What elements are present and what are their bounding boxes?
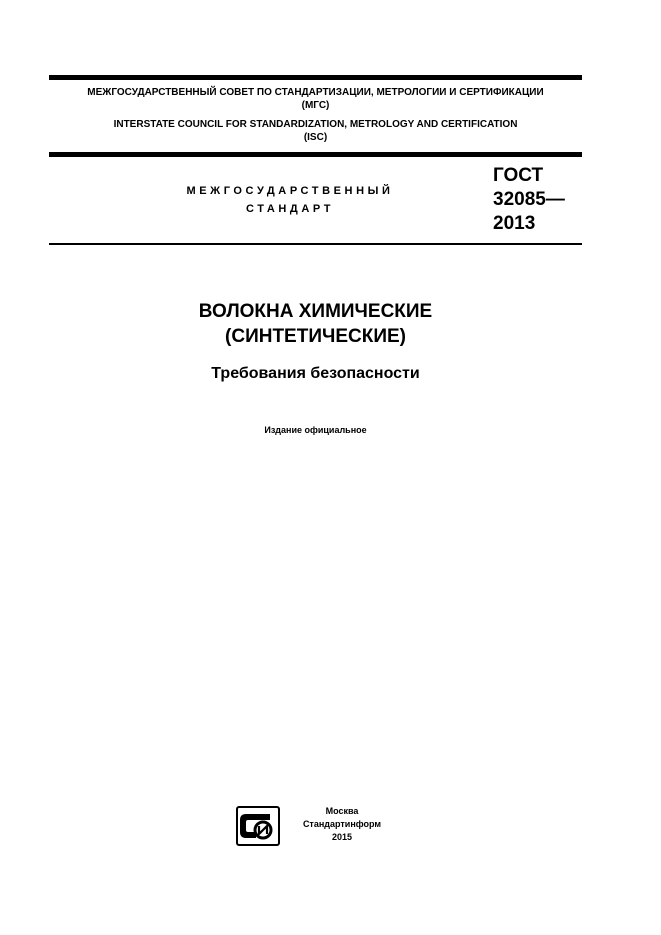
document-title-line1: ВОЛОКНА ХИМИЧЕСКИЕ xyxy=(198,301,433,322)
standard-type-line2: СТАНДАРТ xyxy=(245,203,335,215)
publisher-city: Москва xyxy=(325,806,359,816)
council-name-en xyxy=(49,118,582,144)
middle-rule xyxy=(49,152,582,157)
gost-number: 32085— xyxy=(493,189,565,210)
council-abbr-en: (ISC) xyxy=(303,132,328,143)
publisher-name: Стандартинформ xyxy=(302,819,382,829)
publisher-year: 2015 xyxy=(331,832,353,842)
top-rule xyxy=(49,75,582,80)
gost-designation xyxy=(493,164,565,236)
bottom-rule xyxy=(49,243,582,245)
document-title xyxy=(100,299,531,349)
council-name-ru xyxy=(49,86,582,112)
council-name-en-line1: INTERSTATE COUNCIL FOR STANDARDIZATION, METROLOGY AND CERTIFICATION xyxy=(113,119,518,130)
council-abbr-ru: (МГС) xyxy=(301,100,330,111)
document-title-line2: (СИНТЕТИЧЕСКИЕ) xyxy=(225,326,406,347)
gost-label: ГОСТ xyxy=(493,165,544,186)
standard-type-line1: МЕЖГОСУДАРСТВЕННЫЙ xyxy=(186,185,394,197)
standard-type xyxy=(150,182,430,218)
edition-note: Издание официальное xyxy=(264,425,367,435)
publisher-block xyxy=(282,805,402,844)
standartinform-logo-icon xyxy=(236,806,280,846)
document-subtitle: Требования безопасности xyxy=(211,365,420,382)
council-name-ru-line1: МЕЖГОСУДАРСТВЕННЫЙ СОВЕТ ПО СТАНДАРТИЗАЦИИ, МЕТРОЛОГИИ И СЕРТИФИКАЦИИ xyxy=(87,87,544,98)
gost-year: 2013 xyxy=(493,213,536,234)
